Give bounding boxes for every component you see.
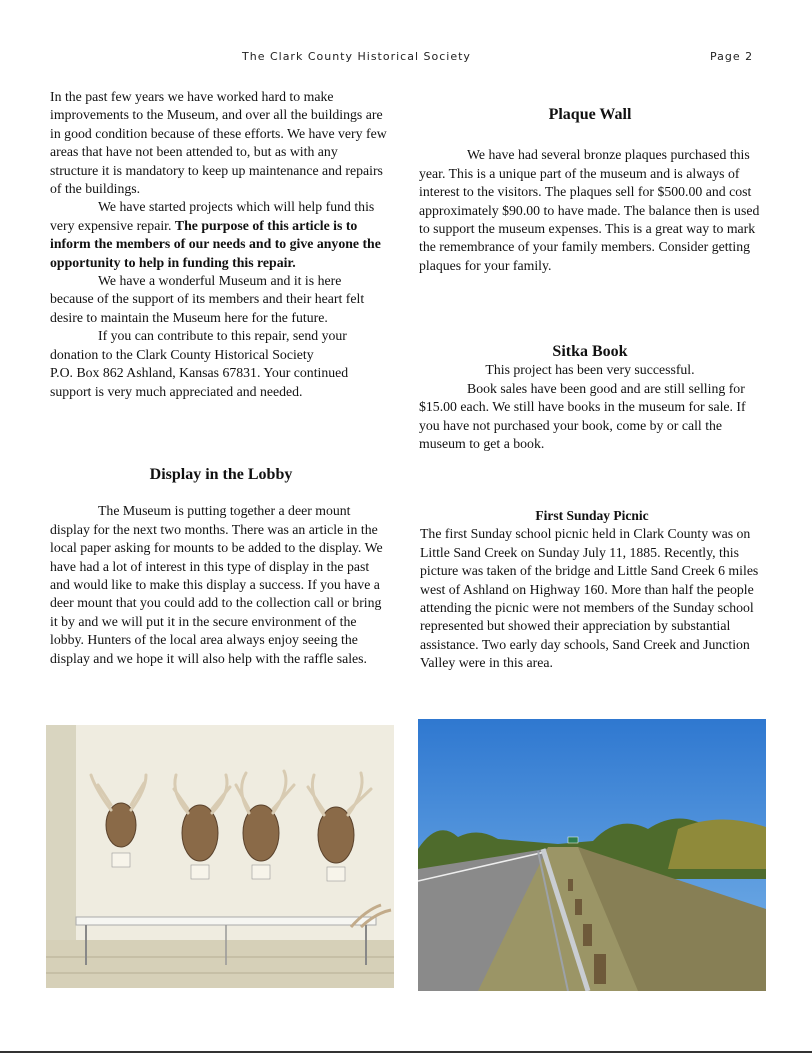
- sitka-line-1: This project has been very successful.: [485, 362, 695, 378]
- intro-paragraph-2-bold: The purpose of this article is to inform the members of our needs and to give anyone the opportunity to help in funding this repair.: [50, 217, 381, 270]
- page-header: [0, 50, 812, 66]
- intro-paragraph-4: If you can contribute to this repair, send your donation to the Clark County Historical Society: [50, 328, 347, 362]
- lobby-body: The Museum is putting together a deer mount display for the next two months. There was an article in the local paper asking for mounts to be added to the display. We have had a lot of interest in this type of display in the past and would like to make this display a success. If you have a deer mount that you could add to the collection call or bring it by and we will put it in the secure environment of the lobby. Hunters of the local area always enjoy seeing the display and we hope it will also help with the raffle sales.: [50, 503, 383, 666]
- bottom-rule: [0, 1051, 812, 1053]
- highway-bridge-photo: [418, 719, 766, 991]
- page-number: Page 2: [710, 50, 754, 63]
- deer-mounts-illustration: [46, 725, 394, 988]
- picnic-heading: First Sunday Picnic: [535, 508, 649, 523]
- lobby-spacer: [50, 484, 392, 502]
- intro-paragraph-5: P.O. Box 862 Ashland, Kansas 67831. Your continued support is very much appreciated and needed.: [50, 365, 349, 399]
- intro-article: [50, 88, 388, 401]
- intro-paragraph-2-lead: We have started projects which will help fund this very expensive repair.: [50, 199, 375, 233]
- sitka-body: Book sales have been good and are still selling for $15.00 each. We still have books in the museum for sale. If you have not purchased your book, come by or call the museum to get a book.: [419, 380, 746, 452]
- lobby-article: [50, 466, 392, 668]
- intro-paragraph-1: In the past few years we have worked hard to make improvements to the Museum, and over all the buildings are in good condition because of these efforts. We have very few areas that have not been attended to, but as with any structure it is mandatory to keep up maintenance and repairs of the buildings.: [50, 89, 387, 197]
- newsletter-title: The Clark County Historical Society: [242, 50, 471, 63]
- picnic-article: [420, 507, 764, 673]
- intro-paragraph-2: [50, 198, 388, 272]
- plaque-spacer: [419, 124, 761, 146]
- highway-bridge-illustration: [418, 719, 766, 991]
- picnic-body: The first Sunday school picnic held in Clark County was on Little Sand Creek on Sunday July 11, 1885. Recently, this picture was taken of the bridge and Little Sand Creek 6 miles west of Ashland on Highway 160. More than half the people attending the picnic were not members of the Sunday school represented but showed their appreciation by substantial assistance. Two early day schools, Sand Creek and Junction Valley were in this area.: [420, 526, 759, 671]
- sitka-article: [419, 343, 761, 453]
- intro-paragraph-3: We have a wonderful Museum and it is here because of the support of its members and their heart felt desire to maintain the Museum here for the future.: [50, 273, 365, 325]
- deer-mounts-photo: [46, 725, 394, 988]
- lobby-heading: Display in the Lobby: [149, 466, 293, 483]
- plaque-heading: Plaque Wall: [548, 106, 632, 123]
- plaque-article: [419, 106, 761, 275]
- plaque-body: We have had several bronze plaques purchased this year. This is a unique part of the museum and is always of interest to the visitors. The plaques sell for $500.00 and cost approximately $90.00 to have made. The balance then is used to support the museum expenses. This is a great way to mark the remembrance of your family members. Consider getting plaques for your family.: [419, 147, 760, 273]
- sitka-heading: Sitka Book: [552, 343, 628, 360]
